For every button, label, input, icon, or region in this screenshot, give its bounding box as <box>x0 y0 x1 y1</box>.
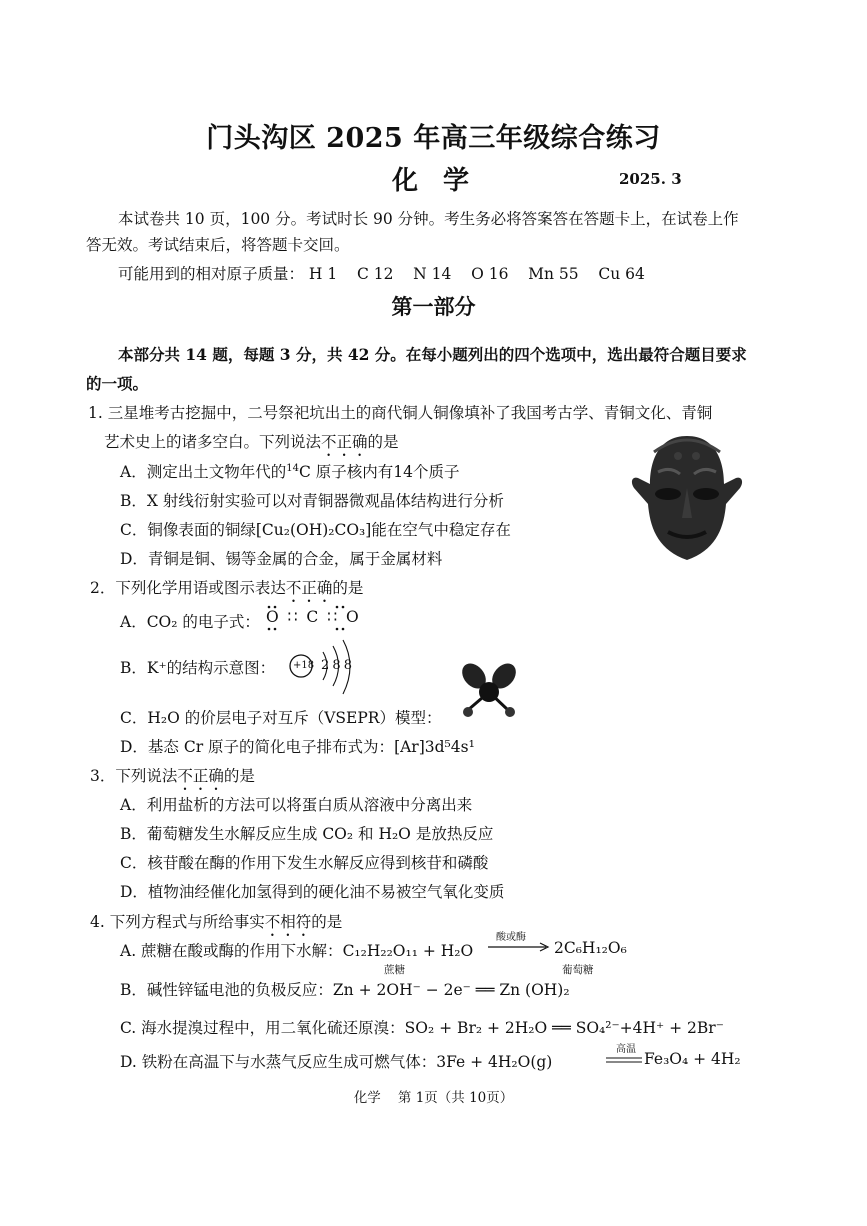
q2-option-c-label: C．H₂O 的价层电子对互斥（VSEPR）模型： <box>120 709 442 727</box>
q4-stem-end: 的是 <box>311 913 343 931</box>
q4-option-c[interactable] <box>120 1016 724 1038</box>
q2-option-d[interactable] <box>120 735 475 757</box>
q4-option-a[interactable] <box>120 939 473 961</box>
k-electron-shells: 2 8 8 <box>321 658 353 673</box>
q3-option-d[interactable]: D．植物油经催化加氢得到的硬化油不易被空气氧化变质 <box>120 883 505 901</box>
co2-lone-pair-dots <box>264 604 354 632</box>
bronze-mask-image <box>628 432 746 564</box>
q4-option-b[interactable] <box>120 978 570 1000</box>
q1-stem-line-1: 1. 三星堆考古挖掘中，二号祭祀坑出土的商代铜人铜像填补了我国考古学、青铜文化、青铜 <box>88 404 713 422</box>
q1-stem-end: 的是 <box>367 433 399 451</box>
sucrose-label: 蔗糖 <box>384 964 405 976</box>
subject-title: 化 学 <box>392 166 478 196</box>
h2o-vsepr-model-image <box>456 660 522 722</box>
iron-steam-lhs: 3Fe + 4H₂O(g) <box>436 1053 553 1071</box>
q4-option-d-label: D. 铁粉在高温下与水蒸气反应生成可燃气体： <box>120 1053 437 1071</box>
q1-option-b[interactable]: B．X 射线衍射实验可以对青铜器微观晶体结构进行分析 <box>120 492 504 510</box>
q1-emphasis: 不正确 <box>321 433 368 451</box>
zinc-anode-equation: Zn + 2OH⁻ − 2e⁻ ══ Zn (OH)₂ <box>332 981 570 999</box>
q3-stem-end: 的是 <box>223 767 255 785</box>
q2-emphasis: 不正确 <box>285 579 333 597</box>
instructions-line-1: 本试卷共 10 页，100 分。考试时长 90 分钟。考生务必将答案答在答题卡上，在试卷上作 <box>118 210 739 228</box>
q2-option-a-label: A．CO₂ 的电子式： <box>120 613 260 631</box>
high-temperature-condition: 高温 <box>616 1044 636 1055</box>
section-intro-line-1: 本部分共 14 题，每题 3 分，共 42 分。在每小题列出的四个选项中，选出最符合题目要求 <box>118 345 747 364</box>
section-title: 第一部分 <box>391 294 476 319</box>
q3-emphasis: 不正确 <box>177 767 224 785</box>
q2-option-b-label: B．K⁺的结构示意图： <box>120 659 276 677</box>
page-footer: 化学 第 1页（共 10页） <box>353 1090 514 1106</box>
q2-stem <box>90 576 363 606</box>
instructions-line-2: 答无效。考试结束后，将答题卡交回。 <box>86 236 350 254</box>
q1-option-a[interactable] <box>120 460 459 482</box>
reaction-arrow <box>488 942 552 952</box>
q4-stem <box>90 910 342 940</box>
equals-sign <box>606 1056 644 1064</box>
q2-option-a[interactable] <box>120 610 260 632</box>
q1-option-a-text: A．测定出土文物年代的 <box>120 463 287 481</box>
q3-option-a[interactable]: A．利用盐析的方法可以将蛋白质从溶液中分离出来 <box>120 796 473 814</box>
q1-option-a-sup: 14 <box>286 462 299 474</box>
sucrose-hydrolysis-lhs: C₁₂H₂₂O₁₁ + H₂O <box>342 942 474 960</box>
q3-stem <box>90 764 255 794</box>
acid-enzyme-condition: 酸或酶 <box>496 932 526 943</box>
q2-option-c[interactable] <box>120 706 441 728</box>
q3-stem-text: 3．下列说法 <box>90 767 178 785</box>
q3-option-b[interactable]: B．葡萄糖发生水解反应生成 CO₂ 和 H₂O 是放热反应 <box>120 825 494 843</box>
k-nucleus-charge: +18 <box>293 660 315 671</box>
q1-option-d[interactable]: D．青铜是铜、锡等金属的合金，属于金属材料 <box>120 550 443 568</box>
q2-stem-text: 2．下列化学用语或图示表达 <box>90 579 286 597</box>
q4-emphasis: 不相符 <box>264 913 312 931</box>
q3-option-c[interactable]: C．核苷酸在酶的作用下发生水解反应得到核苷和磷酸 <box>120 854 489 872</box>
q4-option-c-label: C. 海水提溴过程中，用二氧化硫还原溴： <box>120 1019 405 1037</box>
q1-option-c[interactable]: C．铜像表面的铜绿[Cu₂(OH)₂CO₃]能在空气中稳定存在 <box>120 521 511 539</box>
exam-date: 2025. 3 <box>619 170 682 188</box>
q1-option-a-rest: C 原子核内有14个质子 <box>298 463 460 481</box>
q2-option-b[interactable] <box>120 656 275 678</box>
glucose-label: 葡萄糖 <box>562 964 594 976</box>
q4-option-b-label: B．碱性锌锰电池的负极反应： <box>120 981 333 999</box>
section-intro-line-2: 的一项。 <box>86 374 149 393</box>
q4-option-d[interactable] <box>120 1050 552 1072</box>
co2-formula-text: O ∷ C ∷ O <box>266 608 361 626</box>
atomic-masses: 可能用到的相对原子质量： H 1 C 12 N 14 O 16 Mn 55 Cu 64 <box>118 265 645 283</box>
bromine-reduction-equation: SO₂ + Br₂ + 2H₂O ══ SO₄²⁻+4H⁺ + 2Br⁻ <box>404 1019 724 1037</box>
sucrose-hydrolysis-rhs: 2C₆H₁₂O₆ <box>554 939 627 957</box>
q1-stem-text: 艺术史上的诸多空白。下列说法 <box>104 433 322 451</box>
q4-option-a-label: A. 蔗糖在酸或酶的作用下水解： <box>120 942 343 960</box>
q2-option-d-label: D．基态 Cr 原子的简化电子排布式为： <box>120 738 395 756</box>
q4-stem-text: 4. 下列方程式与所给事实 <box>90 913 265 931</box>
q2-stem-end: 的是 <box>332 579 364 597</box>
cr-electron-config: [Ar]3d⁵4s¹ <box>394 738 475 756</box>
exam-title: 门头沟区 2025 年高三年级综合练习 <box>206 123 661 154</box>
q1-stem-line-2 <box>104 430 399 460</box>
iron-steam-rhs: Fe₃O₄ + 4H₂ <box>644 1050 741 1068</box>
